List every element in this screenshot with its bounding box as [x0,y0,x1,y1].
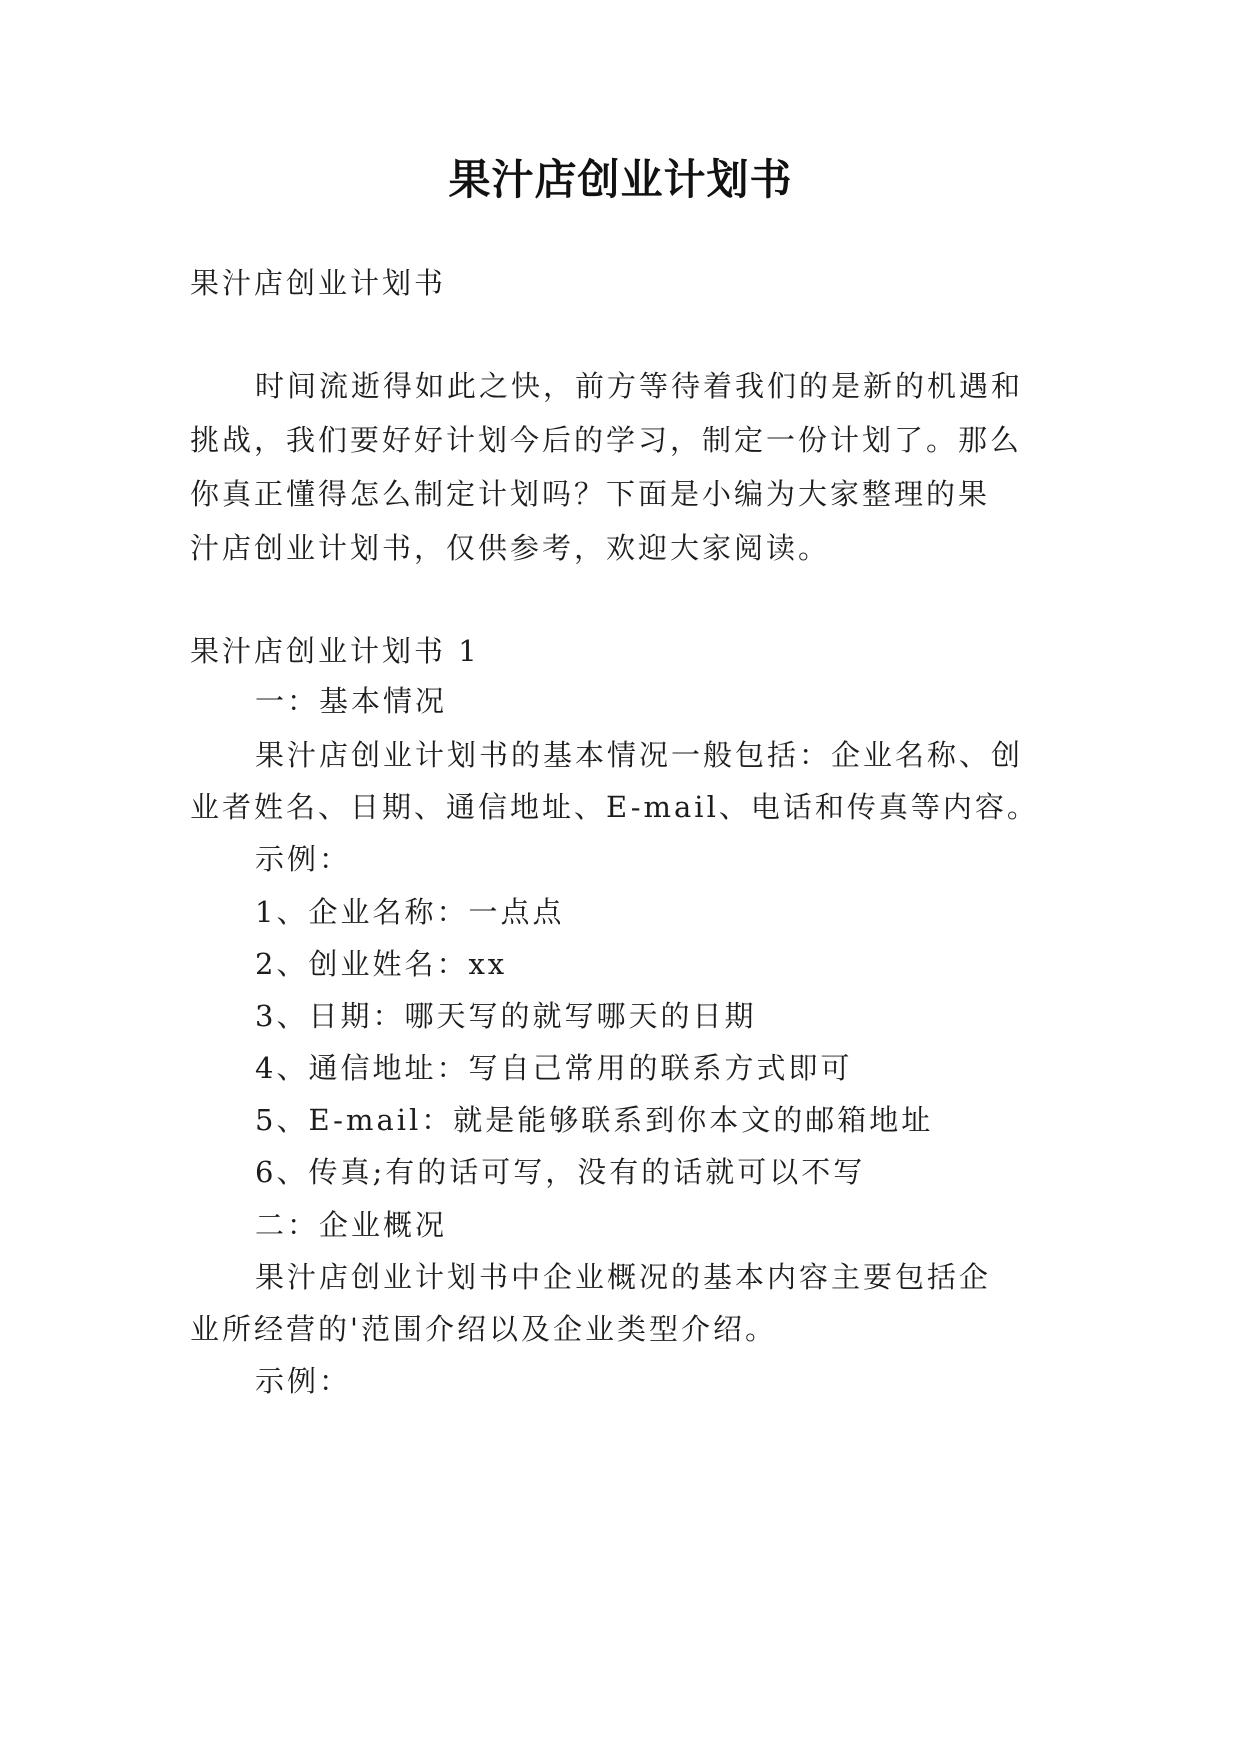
list-item: 3、日期：哪天写的就写哪天的日期 [255,999,757,1033]
list-item: 1、企业名称：一点点 [255,895,565,929]
part-heading: 一：基本情况 [255,684,448,718]
intro-line: 你真正懂得怎么制定计划吗？下面是小编为大家整理的果 [190,477,991,511]
list-item: 2、创业姓名：xx [255,947,508,981]
list-item: 5、E-mail：就是能够联系到你本文的邮箱地址 [255,1103,934,1137]
document-title: 果汁店创业计划书 [448,155,793,204]
section-heading: 果汁店创业计划书 1 [190,634,480,668]
list-item: 4、通信地址：写自己常用的联系方式即可 [255,1051,853,1085]
list-item: 6、传真;有的话可写，没有的话就可以不写 [255,1155,866,1189]
document-subtitle: 果汁店创业计划书 [190,266,447,300]
paragraph-line: 果汁店创业计划书的基本情况一般包括：企业名称、创 [255,738,1024,772]
intro-line: 汁店创业计划书，仅供参考，欢迎大家阅读。 [190,531,831,565]
paragraph-line: 果汁店创业计划书中企业概况的基本内容主要包括企 [255,1260,992,1294]
example-label: 示例： [255,1364,352,1398]
part-heading: 二：企业概况 [255,1208,448,1242]
intro-line: 时间流逝得如此之快，前方等待着我们的是新的机遇和 [255,369,1024,403]
paragraph-line: 业所经营的'范围介绍以及企业类型介绍。 [190,1312,777,1346]
intro-line: 挑战，我们要好好计划今后的学习，制定一份计划了。那么 [190,423,1023,457]
example-label: 示例： [255,842,352,876]
paragraph-line: 业者姓名、日期、通信地址、E-mail、电话和传真等内容。 [190,790,1039,824]
